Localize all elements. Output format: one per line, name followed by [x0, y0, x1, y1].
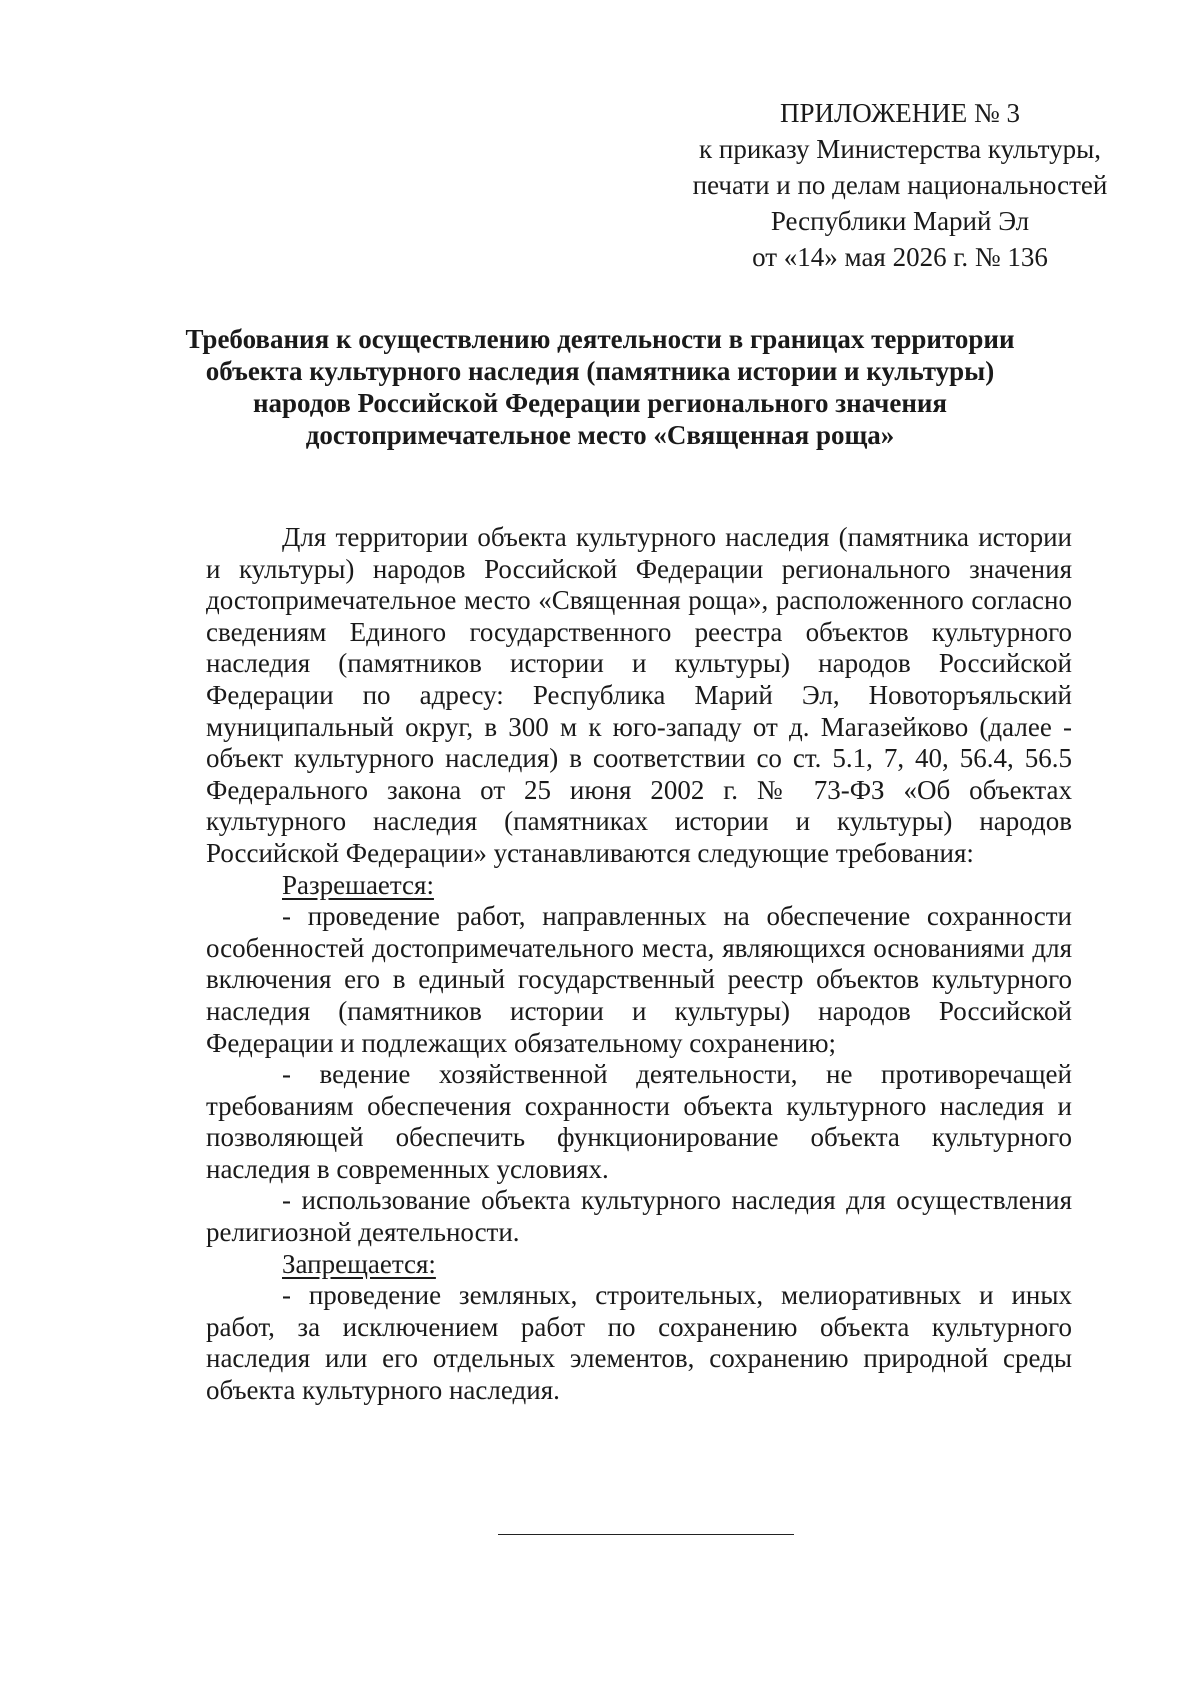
title-line: народов Российской Федерации регионального значения	[252, 388, 948, 418]
document-title	[160, 323, 1040, 451]
title-line: объекта культурного наследия (памятника истории и культуры)	[205, 356, 995, 386]
intro-paragraph: Для территории объекта культурного наследия (памятника истории и культуры) народов Российской Федерации регионального значения достопримечательное место «Священная роща», расположенного согласно сведениям Единого государственного реестра объектов культурного наследия (памятников истории и культуры) народов Российской Федерации по адресу: Республика Марий Эл, Новоторъяльский муниципальный округ, в 300 м к юго-западу от д. Магазейково (далее - объект культурного наследия) в соответствии со ст. 5.1, 7, 40, 56.4, 56.5 Федерального закона от 25 июня 2002 г. № 73-ФЗ «Об объектах культурного наследия (памятниках истории и культуры) народов Российской Федерации» устанавливаются следующие требования:	[206, 522, 1072, 868]
allowed-item: - ведение хозяйственной деятельности, не противоречащей требованиям обеспечения сохранности объекта культурного наследия и позволяющей обеспечить функционирование объекта культурного наследия в современных условиях.	[206, 1059, 1072, 1184]
appendix-republic: Республики Марий Эл	[770, 206, 1030, 236]
document-body	[206, 522, 1072, 1407]
title-line: достопримечательное место «Священная роща»	[305, 420, 895, 450]
allowed-heading: Разрешается:	[282, 869, 434, 900]
allowed-item: - использование объекта культурного наследия для осуществления религиозной деятельности.	[206, 1185, 1072, 1248]
end-divider-line	[498, 1534, 794, 1535]
forbidden-heading: Запрещается:	[282, 1248, 436, 1279]
appendix-ministry: печати и по делам национальностей	[692, 170, 1108, 200]
appendix-order-ref: к приказу Министерства культуры,	[699, 134, 1101, 164]
appendix-header	[640, 95, 1160, 275]
forbidden-item: - проведение земляных, строительных, мелиоративных и иных работ, за исключением работ по сохранению объекта культурного наследия или его отдельных элементов, сохранению природной среды объекта культурного наследия.	[206, 1280, 1072, 1406]
title-line: Требования к осуществлению деятельности в границах территории	[185, 324, 1015, 354]
appendix-date-number: от «14» мая 2026 г. № 136	[752, 242, 1048, 272]
allowed-item: - проведение работ, направленных на обеспечение сохранности особенностей достопримечательного места, являющихся основаниями для включения его в единый государственный реестр объектов культурного наследия (памятников истории и культуры) народов Российской Федерации и подлежащих обязательному сохранению;	[206, 901, 1072, 1058]
appendix-number: ПРИЛОЖЕНИЕ № 3	[779, 98, 1021, 128]
